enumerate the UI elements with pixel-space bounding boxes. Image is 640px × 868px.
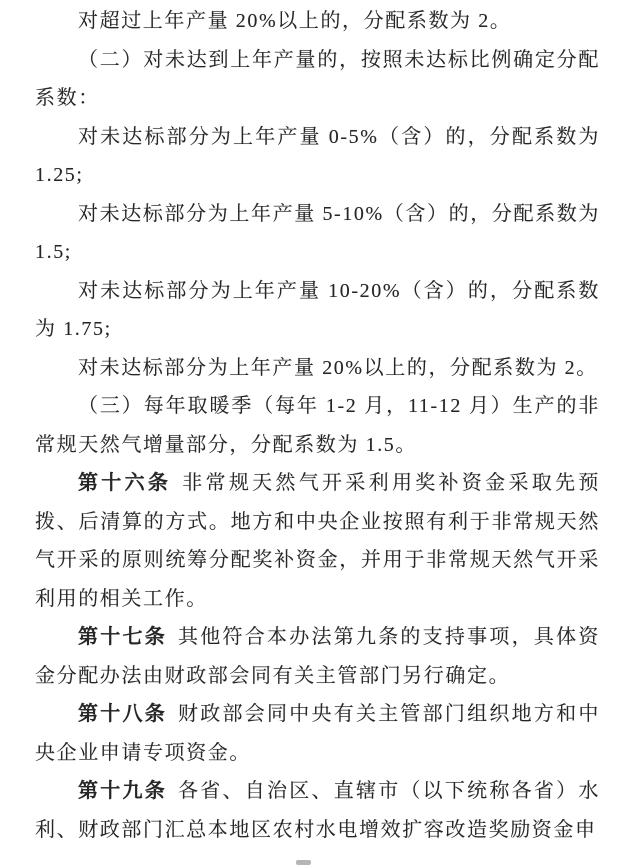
paragraph xyxy=(35,464,600,618)
paragraph xyxy=(35,618,600,695)
paragraph-text: 各省、自治区、直辖市（以下统称各省）水利、财政部门汇总本地区农村水电增效扩容改造奖励资金申 xyxy=(35,780,600,841)
paragraph xyxy=(35,41,600,118)
paragraph-text: 财政部会同中央有关主管部门组织地方和中央企业申请专项资金。 xyxy=(35,703,600,764)
paragraph xyxy=(35,695,600,772)
paragraph-text: 其他符合本办法第九条的支持事项，具体资金分配办法由财政部会同有关主管部门另行确定。 xyxy=(35,626,600,687)
paragraph xyxy=(35,118,600,195)
paragraph-text: 对未达标部分为上年产量 5-10%（含）的，分配系数为 1.5; xyxy=(35,202,600,263)
paragraph-text: 对超过上年产量 20%以上的，分配系数为 2。 xyxy=(78,10,512,32)
paragraph xyxy=(35,2,600,41)
paragraph xyxy=(35,272,600,349)
paragraph-text: 非常规天然气开采利用奖补资金采取先预拨、后清算的方式。地方和中央企业按照有利于非常规天然气开采的原则统筹分配奖补资金，并用于非常规天然气开采利用的相关工作。 xyxy=(35,472,600,610)
paragraph xyxy=(35,349,600,388)
article-number-label: 第十七条 xyxy=(78,626,167,648)
paragraph xyxy=(35,772,600,849)
article-number-label: 第十六条 xyxy=(78,472,172,494)
paragraph xyxy=(35,387,600,464)
page-number-cropped-mark xyxy=(296,860,311,865)
article-number-label: 第十九条 xyxy=(78,780,167,802)
paragraph-text: （三）每年取暖季（每年 1-2 月，11-12 月）生产的非常规天然气增量部分，分配系数为 1.5。 xyxy=(35,395,600,456)
paragraph-text: 对未达标部分为上年产量 20%以上的，分配系数为 2。 xyxy=(78,356,598,379)
paragraph xyxy=(35,195,600,272)
paragraph-text: （二）对未达到上年产量的，按照未达标比例确定分配系数： xyxy=(35,48,600,109)
paragraph-text: 对未达标部分为上年产量 0-5%（含）的，分配系数为 1.25; xyxy=(35,125,600,186)
article-number-label: 第十八条 xyxy=(78,703,167,725)
paragraph-text: 对未达标部分为上年产量 10-20%（含）的，分配系数为 1.75; xyxy=(35,279,600,340)
